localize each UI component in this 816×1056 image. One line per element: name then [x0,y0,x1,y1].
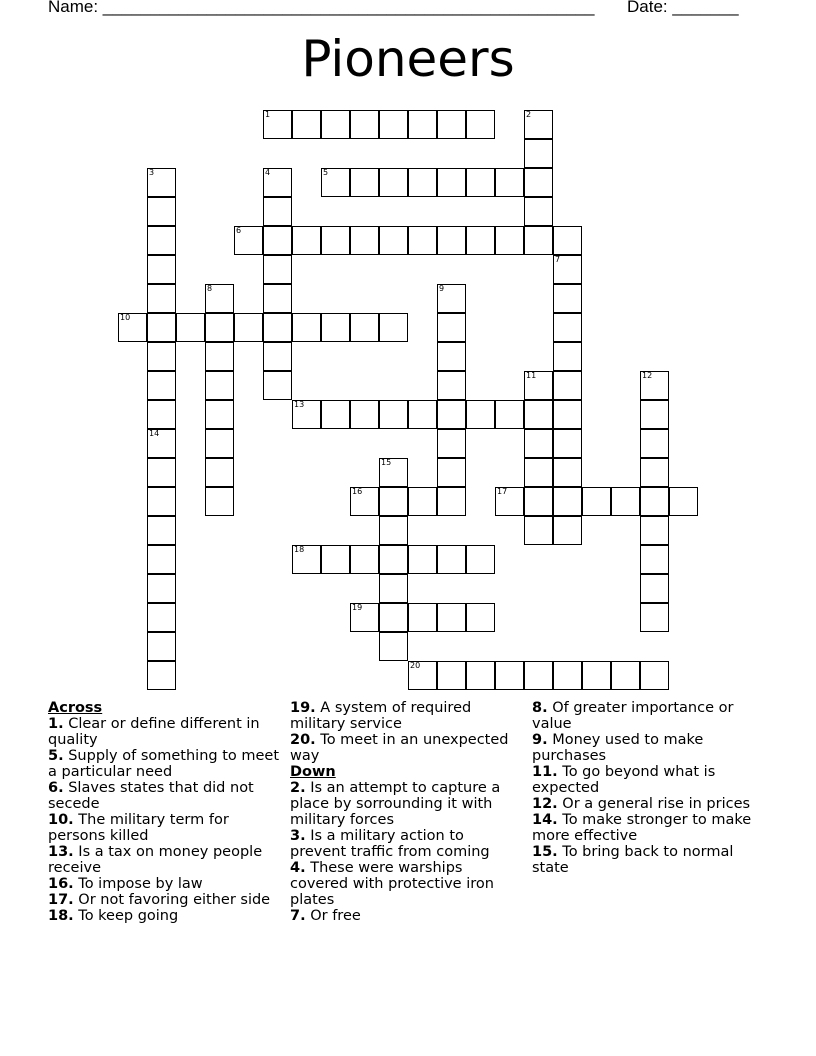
grid-cell[interactable] [205,313,234,342]
clue-number: 3 [149,168,155,177]
grid-cell[interactable] [147,197,176,226]
grid-cell[interactable] [205,400,234,429]
clue-number: 16 [352,487,363,496]
clue-down-2: 2. Is an attempt to capture a place by sorrounding it with military forces [290,780,501,828]
grid-cell[interactable] [466,661,495,690]
grid-cell[interactable] [263,255,292,284]
grid-cell[interactable] [292,545,321,574]
clue-number: 2 [526,110,532,119]
grid-cell[interactable] [466,603,495,632]
grid-cell[interactable] [292,313,321,342]
clues-column-1 [48,700,284,924]
grid-cell[interactable] [147,342,176,371]
grid-cell[interactable] [408,110,437,139]
grid-cell[interactable] [466,226,495,255]
grid-cell[interactable] [553,429,582,458]
clues-column-2 [290,700,520,924]
grid-cell[interactable] [263,342,292,371]
grid-cell[interactable] [350,110,379,139]
grid-cell[interactable] [379,110,408,139]
grid-cell[interactable] [495,226,524,255]
grid-cell[interactable] [466,545,495,574]
grid-cell[interactable] [350,603,379,632]
grid-cell[interactable] [553,371,582,400]
grid-cell[interactable] [350,400,379,429]
clue-across-18: 18. To keep going [48,908,179,924]
grid-cell[interactable] [437,226,466,255]
clue-number: 1 [265,110,271,119]
grid-cell[interactable] [234,226,263,255]
clue-across-5: 5. Supply of something to meet a particular need [48,748,280,780]
grid-cell[interactable] [263,371,292,400]
grid-cell[interactable] [147,661,176,690]
grid-cell[interactable] [495,487,524,516]
grid-cell[interactable] [147,429,176,458]
grid-cell[interactable] [176,313,205,342]
clue-across-16: 16. To impose by law [48,876,203,892]
grid-cell[interactable] [321,313,350,342]
grid-cell[interactable] [263,197,292,226]
grid-cell[interactable] [437,168,466,197]
grid-cell[interactable] [553,400,582,429]
grid-cell[interactable] [437,603,466,632]
clue-across-17: 17. Or not favoring either side [48,892,271,908]
grid-cell[interactable] [147,487,176,516]
date-field: Date: _______ [627,0,739,16]
grid-cell[interactable] [437,400,466,429]
grid-cell[interactable] [669,487,698,516]
grid-cell[interactable] [263,110,292,139]
grid-cell[interactable] [321,168,350,197]
grid-cell[interactable] [379,226,408,255]
clue-down-7: 7. Or free [290,908,361,924]
grid-cell[interactable] [379,574,408,603]
grid-cell[interactable] [263,313,292,342]
grid-cell[interactable] [147,226,176,255]
grid-cell[interactable] [640,516,669,545]
grid-cell[interactable] [553,255,582,284]
clue-number: 5 [323,168,329,177]
grid-cell[interactable] [640,458,669,487]
clue-across-13: 13. Is a tax on money people receive [48,844,263,876]
grid-cell[interactable] [437,487,466,516]
grid-cell[interactable] [118,313,147,342]
grid-cell[interactable] [205,371,234,400]
clue-number: 18 [294,545,305,554]
clue-down-3: 3. Is a military action to prevent traffic from coming [290,828,490,860]
grid-cell[interactable] [379,400,408,429]
grid-cell[interactable] [379,545,408,574]
grid-cell[interactable] [437,458,466,487]
clue-across-1: 1. Clear or define different in quality [48,716,260,748]
clue-down-4: 4. These were warships covered with protective iron plates [290,860,494,908]
grid-cell[interactable] [524,168,553,197]
clue-number: 17 [497,487,508,496]
grid-cell[interactable] [350,313,379,342]
grid-cell[interactable] [147,603,176,632]
grid-cell[interactable] [640,574,669,603]
grid-cell[interactable] [263,168,292,197]
grid-cell[interactable] [205,487,234,516]
grid-cell[interactable] [408,168,437,197]
grid-cell[interactable] [321,226,350,255]
clue-number: 9 [439,284,445,293]
grid-cell[interactable] [437,284,466,313]
grid-cell[interactable] [205,342,234,371]
grid-cell[interactable] [524,197,553,226]
grid-cell[interactable] [466,400,495,429]
clue-down-9: 9. Money used to make purchases [532,732,704,764]
grid-cell[interactable] [205,284,234,313]
grid-cell[interactable] [437,545,466,574]
grid-cell[interactable] [640,661,669,690]
clue-down-15: 15. To bring back to normal state [532,844,734,876]
clue-down-11: 11. To go beyond what is expected [532,764,716,796]
grid-cell[interactable] [640,487,669,516]
grid-cell[interactable] [379,632,408,661]
name-field: Name: ____________________________________________________ [48,0,595,16]
grid-cell[interactable] [611,661,640,690]
grid-cell[interactable] [640,603,669,632]
clue-across-6: 6. Slaves states that did not secede [48,780,254,812]
grid-cell[interactable] [582,487,611,516]
grid-cell[interactable] [408,487,437,516]
clue-number: 20 [410,661,421,670]
grid-cell[interactable] [553,226,582,255]
grid-cell[interactable] [553,458,582,487]
grid-cell[interactable] [350,226,379,255]
page-title: Pioneers [301,30,515,88]
grid-cell[interactable] [582,661,611,690]
grid-cell[interactable] [524,226,553,255]
grid-cell[interactable] [466,110,495,139]
grid-cell[interactable] [495,168,524,197]
grid-cell[interactable] [495,400,524,429]
grid-cell[interactable] [292,110,321,139]
grid-cell[interactable] [147,458,176,487]
clue-number: 13 [294,400,305,409]
clue-number: 14 [149,429,160,438]
grid-cell[interactable] [466,168,495,197]
grid-cell[interactable] [408,545,437,574]
grid-cell[interactable] [524,487,553,516]
grid-cell[interactable] [379,603,408,632]
grid-cell[interactable] [205,458,234,487]
clue-down-14: 14. To make stronger to make more effective [532,812,752,844]
grid-cell[interactable] [147,168,176,197]
grid-cell[interactable] [147,574,176,603]
grid-cell[interactable] [640,429,669,458]
grid-cell[interactable] [437,661,466,690]
grid-cell[interactable] [292,226,321,255]
grid-cell[interactable] [147,516,176,545]
clue-number: 19 [352,603,363,612]
grid-cell[interactable] [263,284,292,313]
down-heading: Down [290,764,336,780]
grid-cell[interactable] [524,400,553,429]
grid-cell[interactable] [553,487,582,516]
grid-cell[interactable] [379,458,408,487]
grid-cell[interactable] [524,661,553,690]
grid-cell[interactable] [379,313,408,342]
grid-cell[interactable] [524,429,553,458]
grid-cell[interactable] [350,168,379,197]
grid-cell[interactable] [350,487,379,516]
clue-number: 12 [642,371,653,380]
grid-cell[interactable] [640,371,669,400]
grid-cell[interactable] [147,255,176,284]
grid-cell[interactable] [553,661,582,690]
grid-cell[interactable] [553,284,582,313]
clue-across-19: 19. A system of required military service [290,700,472,732]
grid-cell[interactable] [524,516,553,545]
grid-cell[interactable] [408,603,437,632]
grid-cell[interactable] [437,313,466,342]
grid-cell[interactable] [321,110,350,139]
grid-cell[interactable] [263,226,292,255]
grid-cell[interactable] [292,400,321,429]
clue-number: 15 [381,458,392,467]
grid-cell[interactable] [640,400,669,429]
clue-across-10: 10. The military term for persons killed [48,812,229,844]
grid-cell[interactable] [321,400,350,429]
clue-number: 11 [526,371,537,380]
across-heading: Across [48,700,103,716]
clue-across-20: 20. To meet in an unexpected way [290,732,509,764]
grid-cell[interactable] [611,487,640,516]
clue-down-8: 8. Of greater importance or value [532,700,734,732]
grid-cell[interactable] [321,545,350,574]
grid-cell[interactable] [437,371,466,400]
grid-cell[interactable] [147,632,176,661]
clue-number: 7 [555,255,561,264]
grid-cell[interactable] [524,371,553,400]
grid-cell[interactable] [553,516,582,545]
grid-cell[interactable] [437,110,466,139]
grid-cell[interactable] [640,545,669,574]
clues-column-3 [532,700,762,876]
grid-cell[interactable] [553,313,582,342]
grid-cell[interactable] [379,168,408,197]
grid-cell[interactable] [495,661,524,690]
clue-down-12: 12. Or a general rise in prices [532,796,751,812]
grid-cell[interactable] [379,516,408,545]
grid-cell[interactable] [437,429,466,458]
grid-cell[interactable] [524,110,553,139]
grid-cell[interactable] [408,661,437,690]
grid-cell[interactable] [147,545,176,574]
grid-cell[interactable] [205,429,234,458]
grid-cell[interactable] [147,313,176,342]
grid-cell[interactable] [379,487,408,516]
clue-number: 6 [236,226,242,235]
grid-cell[interactable] [553,342,582,371]
grid-cell[interactable] [147,400,176,429]
grid-cell[interactable] [350,545,379,574]
grid-cell[interactable] [437,342,466,371]
grid-cell[interactable] [147,284,176,313]
grid-cell[interactable] [524,458,553,487]
grid-cell[interactable] [408,400,437,429]
clue-number: 4 [265,168,271,177]
grid-cell[interactable] [234,313,263,342]
clue-number: 8 [207,284,213,293]
clue-number: 10 [120,313,131,322]
grid-cell[interactable] [408,226,437,255]
grid-cell[interactable] [524,139,553,168]
grid-cell[interactable] [147,371,176,400]
